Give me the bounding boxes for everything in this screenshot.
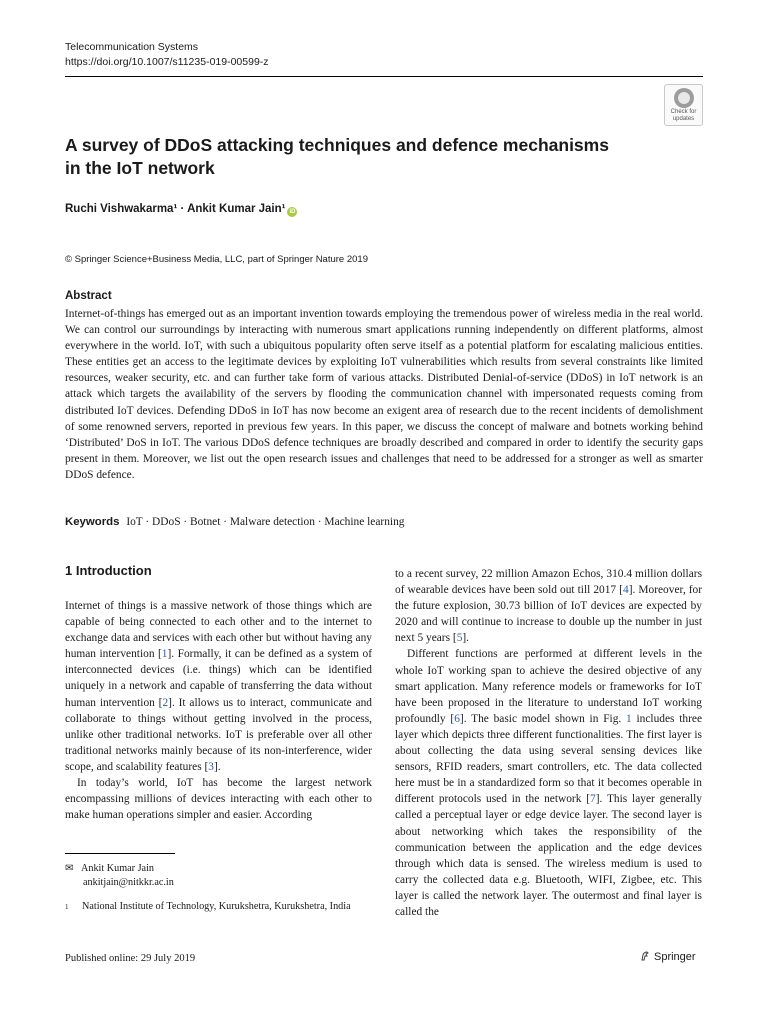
keywords-list: IoT · DDoS · Botnet · Malware detection · Machine learning xyxy=(126,516,405,528)
publisher-name: Springer xyxy=(654,951,696,963)
citation-link[interactable]: 5 xyxy=(456,632,463,645)
figure-link[interactable]: 1 xyxy=(626,712,632,725)
affiliation-text: National Institute of Technology, Kurukshetra, Kurukshetra, India xyxy=(82,901,351,912)
journal-name: Telecommunication Systems xyxy=(65,41,199,53)
corresponding-author xyxy=(65,862,174,890)
abstract-text: Internet-of-things has emerged out as an important invention towards employing the tremendous power of wireless media in the real world. We can control our surroundings by interacting with numerous smart applications running independently on different platforms, almost everywhere in the world. IoT, with such a ubiquitous popularity often serve itself as a potential platform for escalating malicious entities. These entities get an access to the legitimate devices by exploiting IoT vulnerabilities which results from several constraints like limited resources, weaker security, etc. and can further take form of various attacks. Distributed Denial-of-service (DDoS) in IoT network is an attack which targets the availability of the servers by flooding the communication channel with impersonated requests coming from distributed IoT devices. Defending DDoS in IoT has now become an exigent area of research due to the recent incidents of demolishment of some renowned servers, reported in previous few years. In this paper, we discuss the concept of malware and botnets working behind ‘Distributed’ DoS in IoT. The various DDoS defence techniques are broadly described and compared in order to identify the security gaps present in them. Moreover, we list out the open research issues and challenges that need to be addressed for a stronger as well as smarter DDoS defence. xyxy=(65,308,703,481)
orcid-icon[interactable]: iD xyxy=(289,209,296,215)
badge-line-1: Check for xyxy=(670,109,697,115)
citation-link[interactable]: 1 xyxy=(161,648,168,661)
publisher-logo xyxy=(640,951,696,963)
paragraph: to a recent survey, 22 million Amazon Echos, 310.4 million dollars of wearable devices have been sold out till 2017 [4]. Moreover, for the future explosion, 30.73 billion of IoT devices are expected by 2020 and will continue to increase to double up the number in just next 5 years [5]. xyxy=(395,568,703,645)
doi-link[interactable]: https://doi.org/10.1007/s11235-019-00599-z xyxy=(65,56,269,68)
citation-link[interactable]: 2 xyxy=(162,696,169,709)
affiliation-number: 1 xyxy=(65,903,69,911)
footnote-divider xyxy=(65,853,175,854)
article-title: A survey of DDoS attacking techniques and defence mechanisms in the IoT network xyxy=(65,135,609,178)
author-email[interactable]: ankitjain@nitkkr.ac.in xyxy=(83,877,174,888)
journal-header xyxy=(65,40,269,70)
left-column xyxy=(65,598,372,823)
envelope-icon: ✉ xyxy=(65,863,74,874)
paragraph: Internet of things is a massive network of those things which are capable of being connected to each other and to the internet to exchange data and services with each other but without having any human intervention [1]. Formally, it can be defined as a system of interconnected devices (i.e. things) which can be identified uniquely in a network and capable of transferring the data without human intervention [2]. It allows us to interact, communicate and collaborate to things without getting involved in the process, unlike other traditional networks. IoT is preferable over all other traditional networks mainly because of its non-interference, wider scope, and scalability features [3]. xyxy=(65,600,373,773)
affiliation xyxy=(65,900,372,914)
author-list xyxy=(65,203,297,217)
header-divider xyxy=(65,76,703,77)
citation-link[interactable]: 7 xyxy=(590,793,596,806)
right-column xyxy=(395,566,702,920)
citation-link[interactable]: 4 xyxy=(622,584,629,597)
paragraph: Different functions are performed at different levels in the whole IoT working span to achieve the desired objective of any smart application. Many reference models or frameworks for IoT have been proposed in the literature to understand IoT working profoundly [6]. The basic model shown in Fig. 1 includes three layer which depicts three different functionalities. The first layer is about collecting the data using several sensing devices like sensors, RFID readers, smart controllers, etc. The data collected here must be in a standardized form so that it becomes operable in different protocols used in the network [7]. This layer generally called a perceptual layer or edge device layer. The second layer is about networking which takes the responsibility of the communication between the application and the edge devices through which data is sensed. The wireless medium is used to carry the collected data e.g. Bluetooth, WIFI, Zigbee, etc. This layer is called the network layer. The outermost and final layer is called the xyxy=(395,648,702,918)
citation-link[interactable]: 3 xyxy=(208,760,214,773)
corresponding-name: Ankit Kumar Jain xyxy=(81,863,154,874)
authors-text: Ruchi Vishwakarma¹ · Ankit Kumar Jain¹ xyxy=(65,203,286,215)
published-date: Published online: 29 July 2019 xyxy=(65,953,196,964)
abstract-heading: Abstract xyxy=(65,290,112,302)
section-heading: 1 Introduction xyxy=(65,563,152,578)
keywords xyxy=(65,516,404,528)
keywords-label: Keywords xyxy=(65,516,120,528)
citation-link[interactable]: 6 xyxy=(454,712,460,725)
badge-line-2: updates xyxy=(672,115,695,122)
copyright-notice: © Springer Science+Business Media, LLC, part of Springer Nature 2019 xyxy=(65,254,368,265)
springer-horse-icon xyxy=(640,951,650,961)
paragraph: In today’s world, IoT has become the largest network encompassing millions of devices interacting with each other to make human operations simpler and easier. According xyxy=(65,777,372,822)
check-updates-icon xyxy=(674,88,694,108)
check-for-updates-badge[interactable] xyxy=(664,84,703,126)
